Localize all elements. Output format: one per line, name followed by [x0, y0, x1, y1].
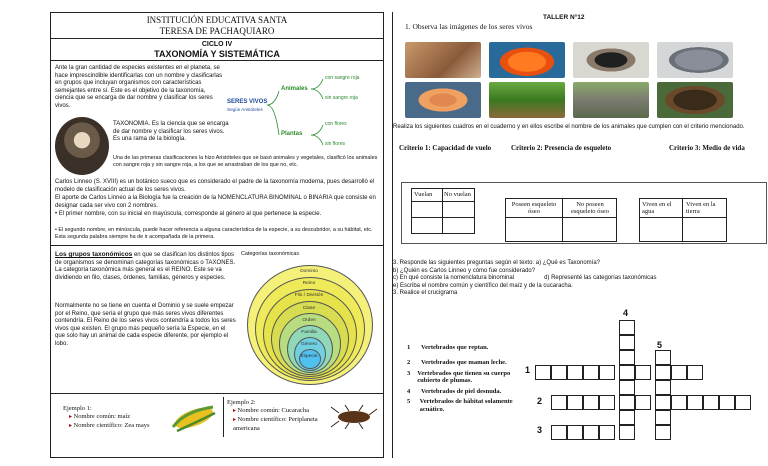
question-3d: d) Representé las categorías taxonómicas [544, 275, 657, 281]
cw-cell[interactable] [619, 335, 635, 350]
col-tierra: Viven en la tierra [686, 201, 716, 216]
col-agua: Viven en el agua [642, 201, 672, 216]
ejemplo-2-common: ▸ Nombre común: Cucaracha [233, 407, 327, 416]
cw-cell[interactable] [583, 365, 599, 380]
diagram-leaf: con flores [325, 121, 347, 127]
cw-cell[interactable] [551, 395, 567, 410]
clue: 5 Vertebrados de hábitat solamente acuático. [407, 398, 513, 413]
col-no-poseen-esqueleto: No poseen esqueleto óseo [570, 201, 610, 216]
cw-cell[interactable] [635, 395, 651, 410]
cw-cell[interactable] [599, 395, 615, 410]
col-no-vuelan: No vuelan [444, 191, 471, 198]
cw-cell[interactable] [535, 365, 551, 380]
table-esqueleto [505, 198, 617, 242]
aporte-paragraph: El aporte de Carlos Linneo a la Biología fue la creación de la NOMENCLATURA BINOMINAL o BINARIA que consiste en designar cada ser vivo con 2 nombres. [55, 195, 376, 209]
ring-label: Orden [302, 318, 316, 323]
instruction-text: Realiza los siguientes cuadros en el cuaderno y en ellos escribe el nombre de los animales que cumplen con el criterio mencionado. [393, 124, 745, 130]
criterio-2: Criterio 2: Presencia de esqueleto [511, 144, 612, 152]
grupos-paragraph [55, 251, 237, 282]
cw-cell[interactable] [567, 425, 583, 440]
cw-cell[interactable] [703, 395, 719, 410]
cw-cell[interactable] [619, 320, 635, 335]
ejemplo-1-common: ▸ Nombre común: maíz [69, 413, 168, 422]
cw-cell[interactable] [619, 425, 635, 440]
fly-photo [573, 42, 649, 78]
cw-cell[interactable] [655, 380, 671, 395]
taxonomia-definition: TAXONOMIA. Es la ciencia que se encarga de dar nombre y clasificar los seres vivos. Es una rama de la biología. [113, 121, 229, 142]
clue: 4 Vertebrados de piel desnuda. [407, 387, 502, 395]
linneo-portrait [55, 117, 109, 175]
linneo-paragraph: Carlos Linneo (S. XVIII) es un botánico sueco que es considerado el padre de la taxonomía moderna, pues desarrolló el modelo de clasificación actual de los seres vivos. [55, 179, 375, 193]
octopus-photo [405, 42, 481, 78]
cw-cell[interactable] [687, 395, 703, 410]
grupos-text: en que se clasifican los distintos tipos de organismos se denominan categorías taxonómicas o TAXONES. La categoría taxonómica más general es el REINO. Este se va dividiendo en filo, clases, órdenes, familias, géneros y especies. [55, 252, 236, 281]
nomenclature-bullet-2: • El segundo nombre, en minúscula, puede hacer referencia a alguna característica de la especie, a su descubridor, a su hábitat, etc. Esta segunda palabra siempre ha de ir acompañada de la primera. [55, 227, 373, 240]
goldfish-photo [489, 42, 565, 78]
school-header [51, 15, 383, 37]
ring-label: Dominio [300, 269, 318, 274]
criterio-1: Criterio 1: Capacidad de vuelo [399, 144, 492, 152]
question-3c: c) En qué consiste la nomenclatura binominal [393, 275, 515, 281]
ring-label: Clase [302, 306, 316, 311]
cw-cell[interactable] [655, 395, 671, 410]
ring-label: Familia [301, 330, 317, 335]
starfish-photo [405, 82, 481, 118]
ring-label: Género [301, 342, 317, 347]
question-1: 1. Observa las imágenes de los seres vivos [405, 22, 533, 31]
school-name-line1: INSTITUCIÓN EDUCATIVA SANTA [146, 15, 288, 25]
clue: 3 Vertebrados que tienen su cuerpo cubierto de plumas. [407, 369, 511, 385]
ejemplo-2-title: Ejemplo 2: [227, 399, 256, 406]
elephant-photo [573, 82, 649, 118]
ring-label: Especie [300, 354, 318, 359]
table-vuelan [411, 188, 475, 234]
question-3a: 3. Responde las siguientes preguntas según el texto: a) ¿Qué es Taxonomía? [393, 260, 601, 266]
crossword-grid [525, 308, 763, 458]
col-vuelan: Vuelan [414, 191, 433, 198]
page-title: TAXONOMÍA Y SISTEMÁTICA [154, 49, 280, 59]
ejemplo-1 [63, 405, 168, 431]
ring-label: Reino [302, 281, 316, 286]
cw-cell[interactable] [583, 395, 599, 410]
ring-label: Filo / División [294, 293, 324, 298]
diagram-branch-animales: Animales [281, 86, 308, 92]
cw-cell[interactable] [671, 365, 687, 380]
cw-number-5: 5 [657, 340, 663, 350]
taxonomic-rings-diagram [241, 251, 381, 389]
criterio-3: Criterio 3: Medio de vida [669, 144, 745, 152]
cw-cell[interactable] [599, 425, 615, 440]
monkey-photo [657, 82, 733, 118]
ejemplo-2 [227, 399, 327, 433]
cw-cell[interactable] [655, 410, 671, 425]
cw-number-3: 3 [537, 425, 543, 435]
diagram-title: SERES VIVOS [227, 99, 268, 105]
cw-cell[interactable] [619, 410, 635, 425]
question-3e: e) Escriba el nombre común y científico del maíz y de la cucaracha. [393, 282, 573, 289]
question-crossword: 3. Realice el crucigrama [393, 290, 458, 296]
clue: 1 Vertebrados que reptan. [407, 344, 489, 351]
taller-label: TALLER N°12 [543, 14, 585, 21]
cockroach-image [329, 403, 379, 429]
crossword-clues [407, 344, 527, 413]
cw-cell[interactable] [619, 365, 635, 380]
aristoteles-paragraph: Una de las primeras clasificaciones la hizo Aristóteles que se basó animales y vegetales, clasificó los animales con sangre roja y sin sangre roja, a los que se arrastraban de los que no, etc. [113, 155, 378, 168]
diagram-leaf: sin sangre roja [325, 95, 358, 101]
pigeon-photo [657, 42, 733, 78]
left-worksheet-page [50, 12, 384, 458]
cw-cell[interactable] [671, 395, 687, 410]
cw-cell[interactable] [655, 365, 671, 380]
diagram-leaf: sin flores [325, 141, 346, 147]
cw-cell[interactable] [583, 425, 599, 440]
cw-cell[interactable] [599, 365, 615, 380]
rings-title: Categorías taxonómicas [241, 251, 300, 257]
ejemplo-1-scientific: ▸ Nombre científico: Zea mays [69, 422, 168, 431]
diagram-branch-plantas: Plantas [281, 131, 303, 137]
clue: 2 Vertebrados que maman leche. [407, 359, 507, 367]
cw-number-1: 1 [525, 365, 531, 375]
school-name-line2: TERESA DE PACHAQUIARO [159, 25, 275, 36]
right-worksheet-page [392, 12, 768, 458]
cw-cell[interactable] [635, 365, 651, 380]
nomenclature-bullet-1: • El primer nombre, con su inicial en mayúscula, corresponde al género al que pertenece la especie. [55, 211, 322, 217]
cw-cell[interactable] [551, 425, 567, 440]
col-poseen-esqueleto: Poseen esqueleto óseo [511, 201, 557, 216]
diagram-leaf: con sangre roja [325, 75, 360, 81]
cw-cell[interactable] [551, 365, 567, 380]
cw-cell[interactable] [735, 395, 751, 410]
cw-cell[interactable] [719, 395, 735, 410]
cw-cell[interactable] [687, 365, 703, 380]
question-3b: b) ¿Quién es Carlos Linneo y cómo fue considerado? [393, 267, 536, 274]
cw-cell[interactable] [655, 425, 671, 440]
cw-cell[interactable] [567, 365, 583, 380]
grupos-heading: Los grupos taxonómicos [55, 251, 133, 258]
ejemplo-2-scientific: ▸ Nombre científico: Periplaneta americana [233, 416, 327, 433]
dog-photo [489, 82, 565, 118]
cw-cell[interactable] [619, 380, 635, 395]
ejemplo-1-title: Ejemplo 1: [63, 405, 92, 412]
cw-number-4: 4 [623, 308, 629, 318]
diagram-subtitle: Según Aristóteles [227, 107, 263, 112]
diagram-connectors [227, 69, 379, 157]
cw-cell[interactable] [619, 395, 635, 410]
cw-cell[interactable] [567, 395, 583, 410]
cw-number-2: 2 [537, 396, 543, 406]
table-medio-vida [639, 198, 727, 242]
corn-image [169, 401, 219, 435]
questions-block [393, 260, 768, 298]
cw-cell[interactable] [619, 350, 635, 365]
cycle-label: CICLO IV [201, 41, 233, 48]
seres-vivos-diagram [227, 69, 379, 157]
dominio-paragraph: Normalmente no se tiene en cuenta el Dominio y se suele empezar por el Reino, que sería el grupo que más seres vivos diferentes contendría. El Reino de los seres vivos contendría a todos los seres vivos que existen. El grupo más pequeño sería la Especie, en el que solo hay un animal de cada especie diferente, por ejemplo el lobo. [55, 303, 236, 347]
cw-cell[interactable] [655, 350, 671, 365]
intro-paragraph: Ante la gran cantidad de especies existentes en el planeta, se hace imprescindible identificarlas con un nombre y clasificarlas en grupos que incluyan organismos con características semejantes entre sí. Este es el objetivo de la taxonomía, ciencia que se encarga de dar nombre y clasificar los seres vivos. [55, 65, 223, 109]
